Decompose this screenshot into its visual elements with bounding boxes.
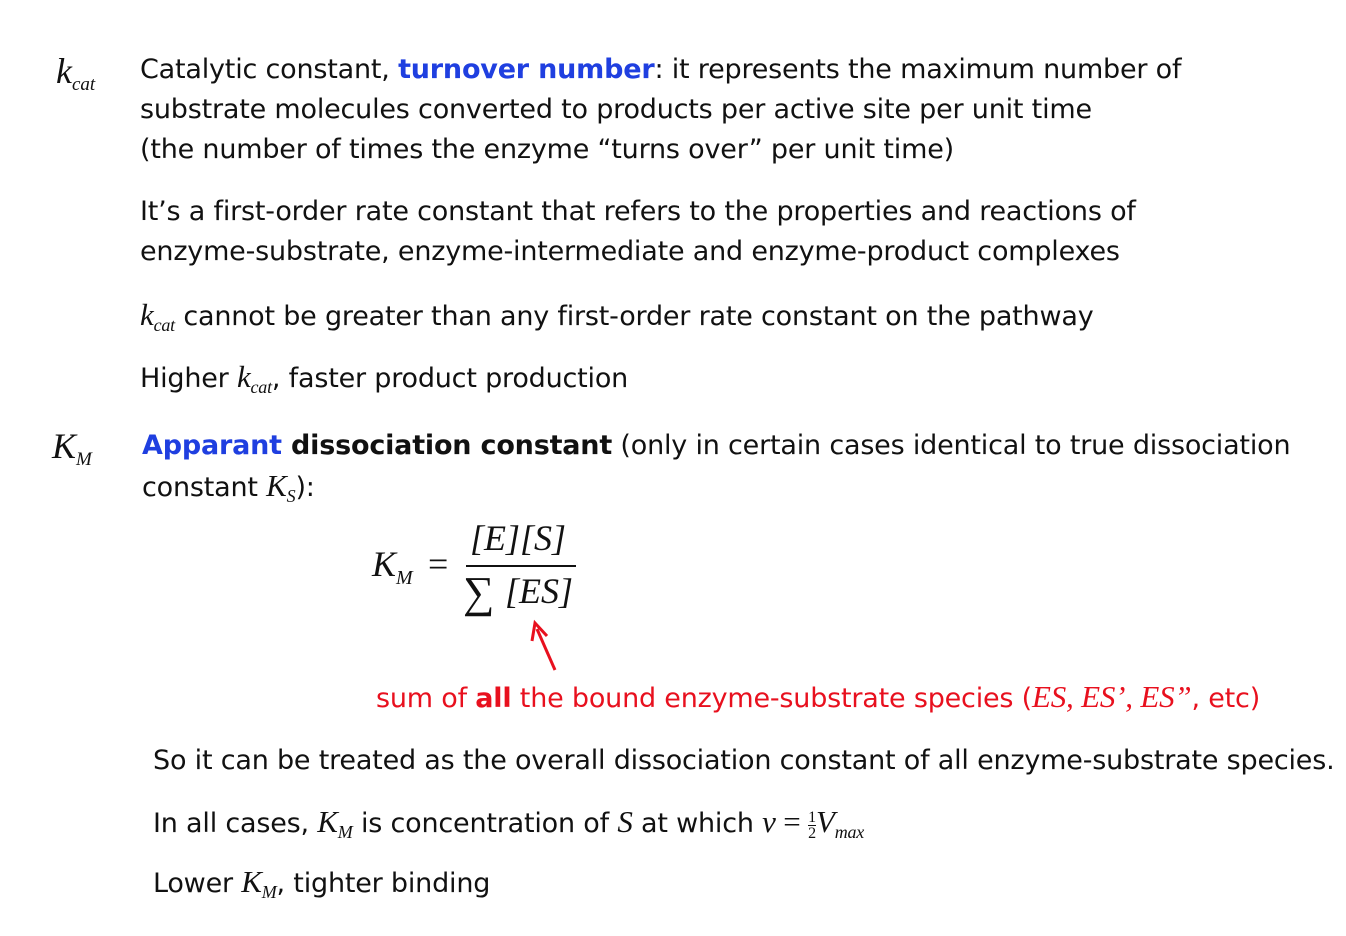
kcat-para2-line-1: It’s a first-order rate constant that refers to the properties and reactions of: [140, 196, 1136, 227]
kcat-symbol: $k_{cat}$: [56, 51, 96, 95]
kcat-para4: Higher $k_{cat}$, faster product production: [140, 359, 629, 397]
kcat-para2-line-2: enzyme-substrate, enzyme-intermediate and enzyme-product complexes: [140, 236, 1120, 267]
kcat-line-1: Catalytic constant, turnover number: it represents the maximum number of: [140, 54, 1182, 85]
kcat-para3: $k_{cat}$ cannot be greater than any first-order rate constant on the pathway: [140, 297, 1094, 335]
kcat-line-3: (the number of times the enzyme “turns over” per unit time): [140, 134, 954, 165]
km-symbol: $K_M$: [52, 426, 92, 470]
apparant-term: Apparant: [142, 430, 282, 461]
equation-sum-symbol: ∑: [463, 568, 495, 617]
annotation-arrow-icon: [520, 615, 570, 675]
km-lower-para: Lower $K_M$, tighter binding: [153, 864, 491, 902]
equation-lhs: $K_M$: [372, 544, 413, 589]
kcat-line-2: substrate molecules converted to products per active site per unit time: [140, 94, 1092, 125]
equation-equals: =: [428, 544, 449, 584]
km-overall-para: So it can be treated as the overall dissociation constant of all enzyme-substrate species.: [153, 745, 1335, 776]
equation-numerator: [E][S]: [470, 518, 567, 558]
equation-denominator: [ES]: [505, 571, 574, 611]
fraction-bar: [466, 565, 576, 567]
km-line-2: constant $K_S$):: [142, 468, 315, 506]
turnover-number-term: turnover number: [398, 54, 655, 85]
sum-annotation: sum of all the bound enzyme-substrate species (ES, ES’, ES”, etc): [376, 679, 1261, 714]
km-line-1: Apparant dissociation constant (only in certain cases identical to true dissociation: [142, 430, 1291, 461]
km-cases-para: In all cases, $K_M$ is concentration of S at which v = $\frac{1}{2}$ $V_{max}$: [153, 804, 865, 842]
